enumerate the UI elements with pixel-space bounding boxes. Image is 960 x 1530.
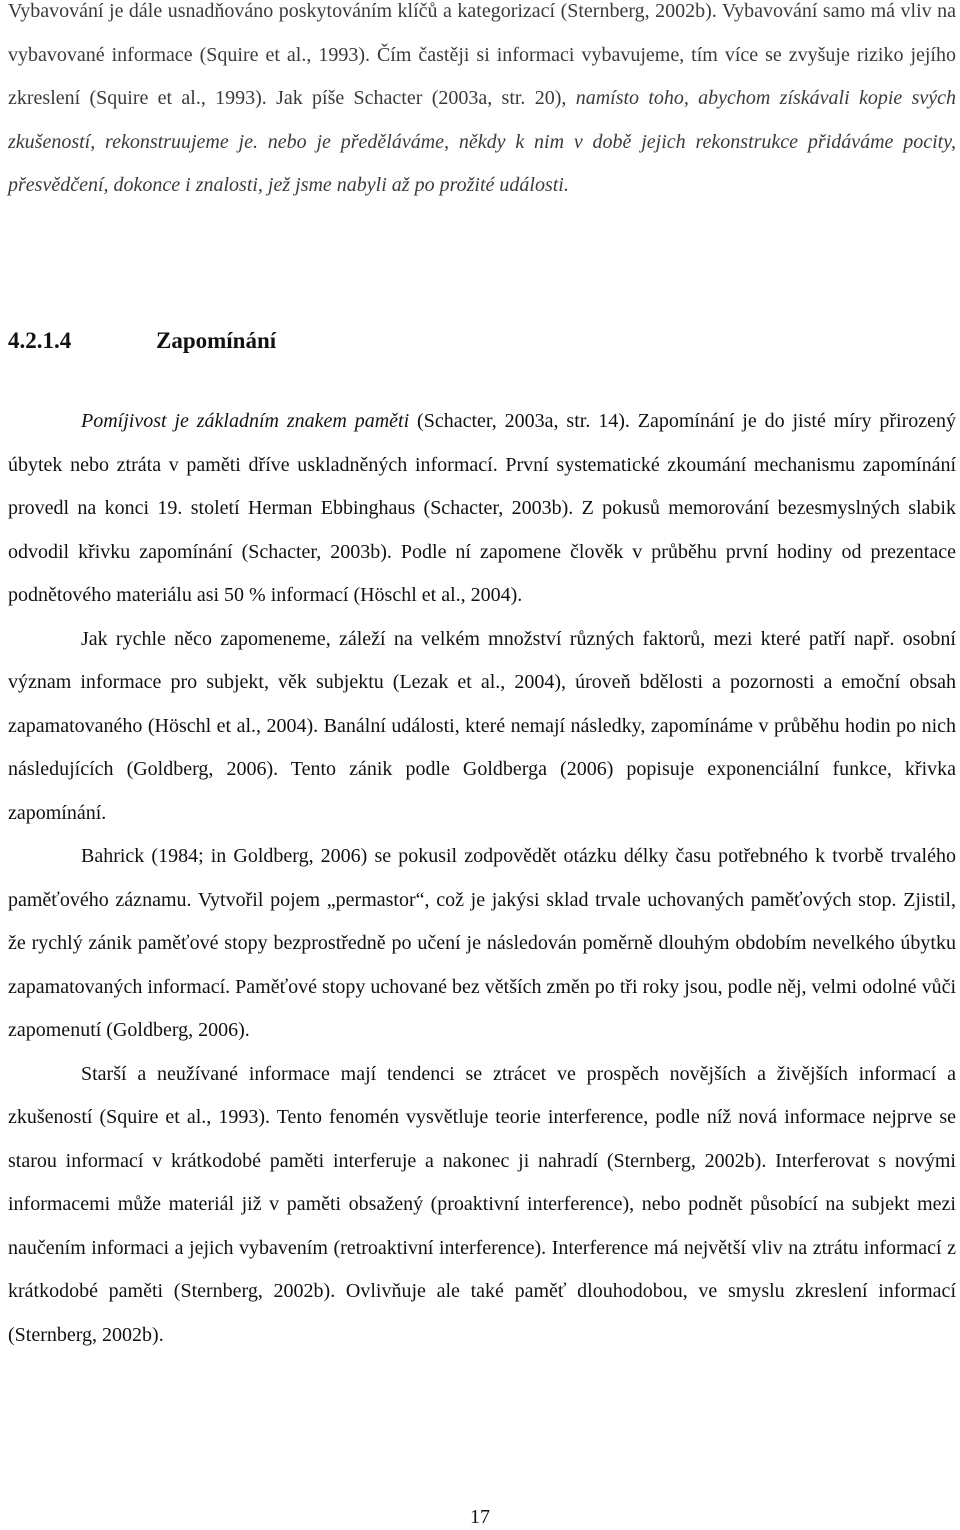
paragraph-retrieval-text: Vybavování je dále usnadňováno poskytováním klíčů a kategorizací (Sternberg, 2002b). Vybavování samo má vliv na vybavované informace (Squire et al., 1993). Čím častěji si informaci vybavujeme, tím více se zvyšuje riziko jejího zkreslení (Squire et al., 1993). Jak píše Schacter (2003a, str. 20), (8, 0, 956, 109)
paragraph-transience (8, 400, 956, 618)
paragraph-forgetting-factors: Jak rychle něco zapomeneme, záleží na velkém množství různých faktorů, mezi které patří např. osobní význam informace pro subjekt, věk subjektu (Lezak et al., 2004), úroveň bdělosti a pozornosti a emoční obsah zapamatovaného (Höschl et al., 2004). Banální události, které nemají následky, zapomínáme v průběhu hodin po nich následujících (Goldberg, 2006). Tento zánik podle Goldberga (2006) popisuje exponenciální funkce, křivka zapomínání. (8, 627, 956, 824)
transience-quote: Pomíjivost je základním znakem paměti (81, 410, 410, 432)
paragraph-retrieval (8, 0, 956, 208)
schacter-quote: namísto toho, abychom získávali kopie svých zkušeností, rekonstruujeme je. nebo je předěláváme, někdy k nim v době jejich rekonstrukce přidáváme pocity, přesvědčení, dokonce i znalosti, jež jsme nabyli až po prožité události. (8, 87, 956, 196)
paragraph-permastore: Bahrick (1984; in Goldberg, 2006) se pokusil zodpovědět otázku délky času potřebného k tvorbě trvalého paměťového záznamu. Vytvořil pojem „permastor“, což je jakýsi sklad trvale uchovaných paměťových stop. Zjistil, že rychlý zánik paměťové stopy bezprostředně po učení je následován poměrně dlouhým obdobím nevelkého úbytku zapamatovaných informací. Paměťové stopy uchované bez větších změn po tři roky jsou, podle něj, velmi odolné vůči zapomenutí (Goldberg, 2006). (8, 845, 956, 1041)
paragraph-transience-text: (Schacter, 2003a, str. 14). Zapomínání je do jisté míry přirozený úbytek nebo ztráta v paměti dříve uskladněných informací. První systematické zkoumání mechanismu zapomínání provedl na konci 19. století Herman Ebbinghaus (Schacter, 2003b). Z pokusů memorování bezesmyslných slabik odvodil křivku zapomínání (Schacter, 2003b). Podle ní zapomene člověk v průběhu první hodiny od prezentace podnětového materiálu asi 50 % informací (Höschl et al., 2004). (8, 410, 956, 606)
section-body (8, 400, 956, 1357)
section-number: 4.2.1.4 (8, 328, 72, 353)
section-heading (8, 321, 956, 361)
section-title: Zapomínání (156, 328, 277, 353)
paragraph-interference: Starší a neužívané informace mají tendenci se ztrácet ve prospěch novějších a živějších informací a zkušeností (Squire et al., 1993). Tento fenomén vysvětluje teorie interference, podle níž nová informace nejprve se starou informací v krátkodobé paměti interferuje a nakonec ji nahradí (Sternberg, 2002b). Interferovat s novými informacemi může materiál již v paměti obsažený (proaktivní interference), nebo podnět působící na subjekt mezi naučením informaci a jejich vybavením (retroaktivní interference). Interference má největší vliv na ztrátu informací z krátkodobé paměti (Sternberg, 2002b). Ovlivňuje ale také paměť dlouhodobou, ve smyslu zkreslení informací (Sternberg, 2002b). (8, 1062, 956, 1346)
page-number: 17 (470, 1506, 490, 1528)
